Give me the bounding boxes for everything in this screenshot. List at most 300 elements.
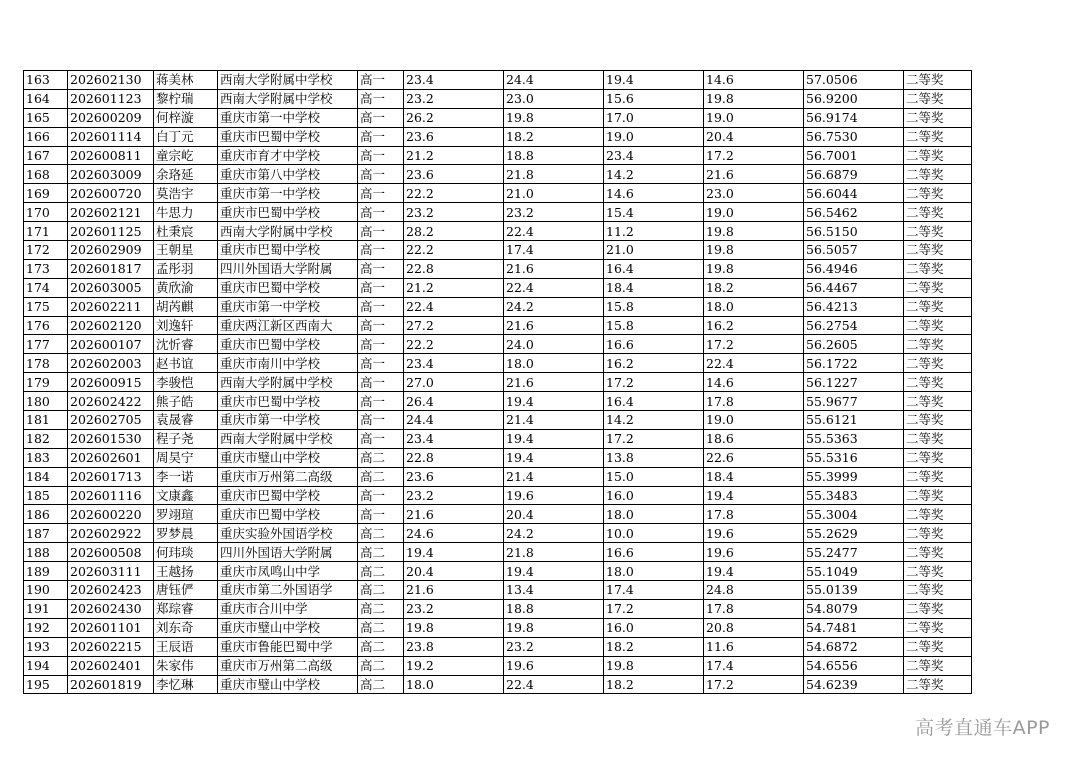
grade-cell: 高二	[358, 448, 404, 467]
score2-cell: 19.4	[504, 429, 604, 448]
score1-cell: 22.2	[404, 241, 504, 260]
score4-cell: 18.6	[704, 429, 804, 448]
score4-cell: 18.0	[704, 297, 804, 316]
name-cell: 王辰语	[154, 637, 218, 656]
total-score-cell: 55.1049	[804, 562, 904, 581]
exam-id-cell: 202602922	[68, 524, 154, 543]
score3-cell: 18.4	[604, 278, 704, 297]
total-score-cell: 56.4946	[804, 259, 904, 278]
score1-cell: 21.6	[404, 581, 504, 600]
table-row	[24, 448, 972, 467]
score3-cell: 15.8	[604, 316, 704, 335]
school-cell: 四川外国语大学附属	[218, 543, 358, 562]
rank-cell: 193	[24, 637, 68, 656]
award-cell: 二等奖	[904, 524, 972, 543]
grade-cell: 高一	[358, 71, 404, 90]
grade-cell: 高一	[358, 184, 404, 203]
score1-cell: 23.6	[404, 165, 504, 184]
name-cell: 蒋美林	[154, 71, 218, 90]
score4-cell: 19.6	[704, 543, 804, 562]
score3-cell: 17.4	[604, 581, 704, 600]
rank-cell: 166	[24, 127, 68, 146]
score3-cell: 15.0	[604, 467, 704, 486]
school-cell: 重庆市第一中学校	[218, 411, 358, 430]
award-cell: 二等奖	[904, 165, 972, 184]
grade-cell: 高二	[358, 656, 404, 675]
exam-id-cell: 202600107	[68, 335, 154, 354]
rank-cell: 178	[24, 354, 68, 373]
school-cell: 重庆市第八中学校	[218, 165, 358, 184]
name-cell: 罗梦晨	[154, 524, 218, 543]
score4-cell: 19.8	[704, 89, 804, 108]
name-cell: 周昊宁	[154, 448, 218, 467]
school-cell: 重庆市璧山中学校	[218, 618, 358, 637]
table-row	[24, 618, 972, 637]
exam-id-cell: 202600220	[68, 505, 154, 524]
table-row	[24, 278, 972, 297]
table-row	[24, 505, 972, 524]
total-score-cell: 55.6121	[804, 411, 904, 430]
total-score-cell: 56.6879	[804, 165, 904, 184]
score2-cell: 24.2	[504, 297, 604, 316]
grade-cell: 高二	[358, 637, 404, 656]
school-cell: 重庆市凤鸣山中学	[218, 562, 358, 581]
score1-cell: 24.6	[404, 524, 504, 543]
rank-cell: 177	[24, 335, 68, 354]
score3-cell: 16.4	[604, 259, 704, 278]
total-score-cell: 56.4467	[804, 278, 904, 297]
grade-cell: 高一	[358, 146, 404, 165]
exam-id-cell: 202601713	[68, 467, 154, 486]
table-row	[24, 411, 972, 430]
name-cell: 李忆琳	[154, 675, 218, 694]
rank-cell: 195	[24, 675, 68, 694]
name-cell: 文康鑫	[154, 486, 218, 505]
table-row	[24, 108, 972, 127]
name-cell: 王朝星	[154, 241, 218, 260]
award-cell: 二等奖	[904, 543, 972, 562]
score2-cell: 22.4	[504, 222, 604, 241]
award-results-table	[23, 70, 972, 694]
score2-cell: 19.6	[504, 656, 604, 675]
score2-cell: 21.4	[504, 411, 604, 430]
score2-cell: 24.0	[504, 335, 604, 354]
total-score-cell: 54.6239	[804, 675, 904, 694]
exam-id-cell: 202602130	[68, 71, 154, 90]
award-cell: 二等奖	[904, 637, 972, 656]
score1-cell: 19.8	[404, 618, 504, 637]
score4-cell: 17.2	[704, 675, 804, 694]
score4-cell: 19.4	[704, 562, 804, 581]
score3-cell: 10.0	[604, 524, 704, 543]
total-score-cell: 54.6872	[804, 637, 904, 656]
grade-cell: 高二	[358, 599, 404, 618]
score4-cell: 24.8	[704, 581, 804, 600]
total-score-cell: 56.2754	[804, 316, 904, 335]
score3-cell: 16.0	[604, 486, 704, 505]
score4-cell: 19.0	[704, 203, 804, 222]
score3-cell: 17.0	[604, 108, 704, 127]
name-cell: 黎柠瑞	[154, 89, 218, 108]
score1-cell: 23.4	[404, 354, 504, 373]
score1-cell: 27.0	[404, 373, 504, 392]
score1-cell: 21.6	[404, 505, 504, 524]
score4-cell: 17.8	[704, 505, 804, 524]
table-row	[24, 259, 972, 278]
score3-cell: 19.4	[604, 71, 704, 90]
award-cell: 二等奖	[904, 184, 972, 203]
grade-cell: 高一	[358, 411, 404, 430]
name-cell: 余珞延	[154, 165, 218, 184]
rank-cell: 168	[24, 165, 68, 184]
name-cell: 童宗屹	[154, 146, 218, 165]
score2-cell: 21.0	[504, 184, 604, 203]
rank-cell: 164	[24, 89, 68, 108]
grade-cell: 高一	[358, 429, 404, 448]
total-score-cell: 55.3999	[804, 467, 904, 486]
rank-cell: 191	[24, 599, 68, 618]
score2-cell: 19.4	[504, 562, 604, 581]
table-row	[24, 392, 972, 411]
table-row	[24, 89, 972, 108]
school-cell: 重庆市巴蜀中学校	[218, 241, 358, 260]
rank-cell: 190	[24, 581, 68, 600]
total-score-cell: 56.5462	[804, 203, 904, 222]
score3-cell: 14.2	[604, 165, 704, 184]
table-row	[24, 486, 972, 505]
grade-cell: 高二	[358, 467, 404, 486]
school-cell: 重庆市第一中学校	[218, 108, 358, 127]
watermark-text: 高考直通车APP	[915, 717, 1050, 739]
name-cell: 黄欣渝	[154, 278, 218, 297]
table-row	[24, 675, 972, 694]
score1-cell: 22.8	[404, 259, 504, 278]
score4-cell: 23.0	[704, 184, 804, 203]
school-cell: 西南大学附属中学校	[218, 373, 358, 392]
score4-cell: 22.4	[704, 354, 804, 373]
score2-cell: 20.4	[504, 505, 604, 524]
award-cell: 二等奖	[904, 297, 972, 316]
score2-cell: 19.8	[504, 618, 604, 637]
school-cell: 重庆市璧山中学校	[218, 675, 358, 694]
score4-cell: 19.0	[704, 411, 804, 430]
school-cell: 重庆市万州第二高级	[218, 467, 358, 486]
score1-cell: 22.8	[404, 448, 504, 467]
table-row	[24, 127, 972, 146]
school-cell: 重庆市第一中学校	[218, 184, 358, 203]
award-cell: 二等奖	[904, 618, 972, 637]
score1-cell: 23.4	[404, 71, 504, 90]
table-row	[24, 373, 972, 392]
school-cell: 重庆市万州第二高级	[218, 656, 358, 675]
score3-cell: 18.0	[604, 562, 704, 581]
score3-cell: 15.8	[604, 297, 704, 316]
grade-cell: 高一	[358, 505, 404, 524]
school-cell: 重庆实验外国语学校	[218, 524, 358, 543]
total-score-cell: 54.7481	[804, 618, 904, 637]
school-cell: 四川外国语大学附属	[218, 259, 358, 278]
grade-cell: 高一	[358, 165, 404, 184]
score3-cell: 17.2	[604, 373, 704, 392]
exam-id-cell: 202603009	[68, 165, 154, 184]
score2-cell: 21.6	[504, 259, 604, 278]
award-cell: 二等奖	[904, 599, 972, 618]
table-row	[24, 354, 972, 373]
award-cell: 二等奖	[904, 241, 972, 260]
school-cell: 重庆市合川中学	[218, 599, 358, 618]
rank-cell: 186	[24, 505, 68, 524]
rank-cell: 175	[24, 297, 68, 316]
table-row	[24, 543, 972, 562]
award-cell: 二等奖	[904, 259, 972, 278]
score4-cell: 19.8	[704, 241, 804, 260]
school-cell: 重庆市巴蜀中学校	[218, 203, 358, 222]
school-cell: 重庆市璧山中学校	[218, 448, 358, 467]
score2-cell: 19.6	[504, 486, 604, 505]
total-score-cell: 56.4213	[804, 297, 904, 316]
score4-cell: 17.4	[704, 656, 804, 675]
award-cell: 二等奖	[904, 429, 972, 448]
total-score-cell: 56.2605	[804, 335, 904, 354]
name-cell: 罗翊瑄	[154, 505, 218, 524]
table-row	[24, 524, 972, 543]
score1-cell: 26.4	[404, 392, 504, 411]
score2-cell: 18.0	[504, 354, 604, 373]
school-cell: 重庆市第二外国语学	[218, 581, 358, 600]
table-row	[24, 562, 972, 581]
score4-cell: 11.6	[704, 637, 804, 656]
exam-id-cell: 202602121	[68, 203, 154, 222]
award-cell: 二等奖	[904, 467, 972, 486]
grade-cell: 高一	[358, 316, 404, 335]
total-score-cell: 55.5316	[804, 448, 904, 467]
grade-cell: 高二	[358, 543, 404, 562]
school-cell: 西南大学附属中学校	[218, 429, 358, 448]
score3-cell: 18.2	[604, 675, 704, 694]
score4-cell: 17.8	[704, 392, 804, 411]
table-row	[24, 297, 972, 316]
score4-cell: 20.4	[704, 127, 804, 146]
table-row	[24, 146, 972, 165]
total-score-cell: 56.7530	[804, 127, 904, 146]
score1-cell: 28.2	[404, 222, 504, 241]
score1-cell: 22.2	[404, 335, 504, 354]
school-cell: 重庆市巴蜀中学校	[218, 278, 358, 297]
grade-cell: 高一	[358, 486, 404, 505]
score4-cell: 17.2	[704, 146, 804, 165]
table-row	[24, 316, 972, 335]
rank-cell: 167	[24, 146, 68, 165]
score1-cell: 21.2	[404, 146, 504, 165]
score3-cell: 11.2	[604, 222, 704, 241]
grade-cell: 高一	[358, 297, 404, 316]
total-score-cell: 57.0506	[804, 71, 904, 90]
name-cell: 沈忻睿	[154, 335, 218, 354]
name-cell: 莫浩宇	[154, 184, 218, 203]
school-cell: 西南大学附属中学校	[218, 71, 358, 90]
grade-cell: 高二	[358, 562, 404, 581]
table-row	[24, 222, 972, 241]
award-cell: 二等奖	[904, 373, 972, 392]
grade-cell: 高一	[358, 108, 404, 127]
grade-cell: 高一	[358, 392, 404, 411]
school-cell: 重庆市南川中学校	[218, 354, 358, 373]
score1-cell: 23.2	[404, 486, 504, 505]
grade-cell: 高一	[358, 222, 404, 241]
score3-cell: 16.2	[604, 354, 704, 373]
rank-cell: 194	[24, 656, 68, 675]
score1-cell: 26.2	[404, 108, 504, 127]
rank-cell: 182	[24, 429, 68, 448]
score3-cell: 17.2	[604, 599, 704, 618]
exam-id-cell: 202601817	[68, 259, 154, 278]
award-cell: 二等奖	[904, 203, 972, 222]
rank-cell: 171	[24, 222, 68, 241]
rank-cell: 184	[24, 467, 68, 486]
rank-cell: 183	[24, 448, 68, 467]
award-cell: 二等奖	[904, 411, 972, 430]
total-score-cell: 54.6556	[804, 656, 904, 675]
school-cell: 西南大学附属中学校	[218, 89, 358, 108]
score2-cell: 24.2	[504, 524, 604, 543]
total-score-cell: 55.3004	[804, 505, 904, 524]
total-score-cell: 55.0139	[804, 581, 904, 600]
score3-cell: 16.4	[604, 392, 704, 411]
table-row	[24, 599, 972, 618]
total-score-cell: 56.9200	[804, 89, 904, 108]
table-row	[24, 335, 972, 354]
award-cell: 二等奖	[904, 222, 972, 241]
score1-cell: 24.4	[404, 411, 504, 430]
award-cell: 二等奖	[904, 486, 972, 505]
score3-cell: 16.6	[604, 543, 704, 562]
school-cell: 重庆市巴蜀中学校	[218, 392, 358, 411]
score1-cell: 23.4	[404, 429, 504, 448]
rank-cell: 173	[24, 259, 68, 278]
grade-cell: 高一	[358, 259, 404, 278]
name-cell: 刘逸轩	[154, 316, 218, 335]
grade-cell: 高二	[358, 618, 404, 637]
grade-cell: 高一	[358, 354, 404, 373]
total-score-cell: 55.2629	[804, 524, 904, 543]
rank-cell: 169	[24, 184, 68, 203]
exam-id-cell: 202602423	[68, 581, 154, 600]
table-row	[24, 581, 972, 600]
score2-cell: 24.4	[504, 71, 604, 90]
award-cell: 二等奖	[904, 581, 972, 600]
score2-cell: 13.4	[504, 581, 604, 600]
award-cell: 二等奖	[904, 71, 972, 90]
award-cell: 二等奖	[904, 392, 972, 411]
score4-cell: 19.8	[704, 222, 804, 241]
rank-cell: 187	[24, 524, 68, 543]
grade-cell: 高一	[358, 373, 404, 392]
rank-cell: 188	[24, 543, 68, 562]
table-row	[24, 203, 972, 222]
score4-cell: 19.8	[704, 259, 804, 278]
exam-id-cell: 202602211	[68, 297, 154, 316]
score1-cell: 23.2	[404, 599, 504, 618]
exam-id-cell: 202602401	[68, 656, 154, 675]
score3-cell: 19.0	[604, 127, 704, 146]
table-row	[24, 71, 972, 90]
score2-cell: 21.6	[504, 316, 604, 335]
score3-cell: 14.2	[604, 411, 704, 430]
rank-cell: 180	[24, 392, 68, 411]
name-cell: 熊子皓	[154, 392, 218, 411]
total-score-cell: 54.8079	[804, 599, 904, 618]
score2-cell: 21.8	[504, 165, 604, 184]
rank-cell: 189	[24, 562, 68, 581]
award-cell: 二等奖	[904, 335, 972, 354]
score2-cell: 21.4	[504, 467, 604, 486]
school-cell: 重庆市巴蜀中学校	[218, 127, 358, 146]
total-score-cell: 56.7001	[804, 146, 904, 165]
rank-cell: 163	[24, 71, 68, 90]
exam-id-cell: 202603005	[68, 278, 154, 297]
exam-id-cell: 202601116	[68, 486, 154, 505]
rank-cell: 176	[24, 316, 68, 335]
exam-id-cell: 202600720	[68, 184, 154, 203]
name-cell: 赵书谊	[154, 354, 218, 373]
score3-cell: 15.6	[604, 89, 704, 108]
score3-cell: 15.4	[604, 203, 704, 222]
rank-cell: 192	[24, 618, 68, 637]
name-cell: 牛思力	[154, 203, 218, 222]
score2-cell: 19.4	[504, 392, 604, 411]
grade-cell: 高一	[358, 89, 404, 108]
award-cell: 二等奖	[904, 505, 972, 524]
score2-cell: 22.4	[504, 675, 604, 694]
grade-cell: 高二	[358, 675, 404, 694]
score4-cell: 18.4	[704, 467, 804, 486]
score3-cell: 21.0	[604, 241, 704, 260]
exam-id-cell: 202600508	[68, 543, 154, 562]
table-row	[24, 184, 972, 203]
school-cell: 重庆市育才中学校	[218, 146, 358, 165]
score1-cell: 22.2	[404, 184, 504, 203]
table-body	[24, 71, 972, 694]
grade-cell: 高一	[358, 335, 404, 354]
rank-cell: 181	[24, 411, 68, 430]
score4-cell: 19.6	[704, 524, 804, 543]
score2-cell: 22.4	[504, 278, 604, 297]
rank-cell: 170	[24, 203, 68, 222]
rank-cell: 172	[24, 241, 68, 260]
grade-cell: 高一	[358, 203, 404, 222]
total-score-cell: 55.5363	[804, 429, 904, 448]
award-cell: 二等奖	[904, 89, 972, 108]
school-cell: 西南大学附属中学校	[218, 222, 358, 241]
score3-cell: 18.0	[604, 505, 704, 524]
school-cell: 重庆市鲁能巴蜀中学	[218, 637, 358, 656]
score1-cell: 20.4	[404, 562, 504, 581]
score3-cell: 16.0	[604, 618, 704, 637]
grade-cell: 高一	[358, 241, 404, 260]
score1-cell: 18.0	[404, 675, 504, 694]
total-score-cell: 55.3483	[804, 486, 904, 505]
name-cell: 唐钰俨	[154, 581, 218, 600]
score1-cell: 19.2	[404, 656, 504, 675]
exam-id-cell: 202601114	[68, 127, 154, 146]
score4-cell: 20.8	[704, 618, 804, 637]
total-score-cell: 55.9677	[804, 392, 904, 411]
award-cell: 二等奖	[904, 127, 972, 146]
exam-id-cell: 202602422	[68, 392, 154, 411]
award-cell: 二等奖	[904, 562, 972, 581]
total-score-cell: 56.1227	[804, 373, 904, 392]
score4-cell: 18.2	[704, 278, 804, 297]
